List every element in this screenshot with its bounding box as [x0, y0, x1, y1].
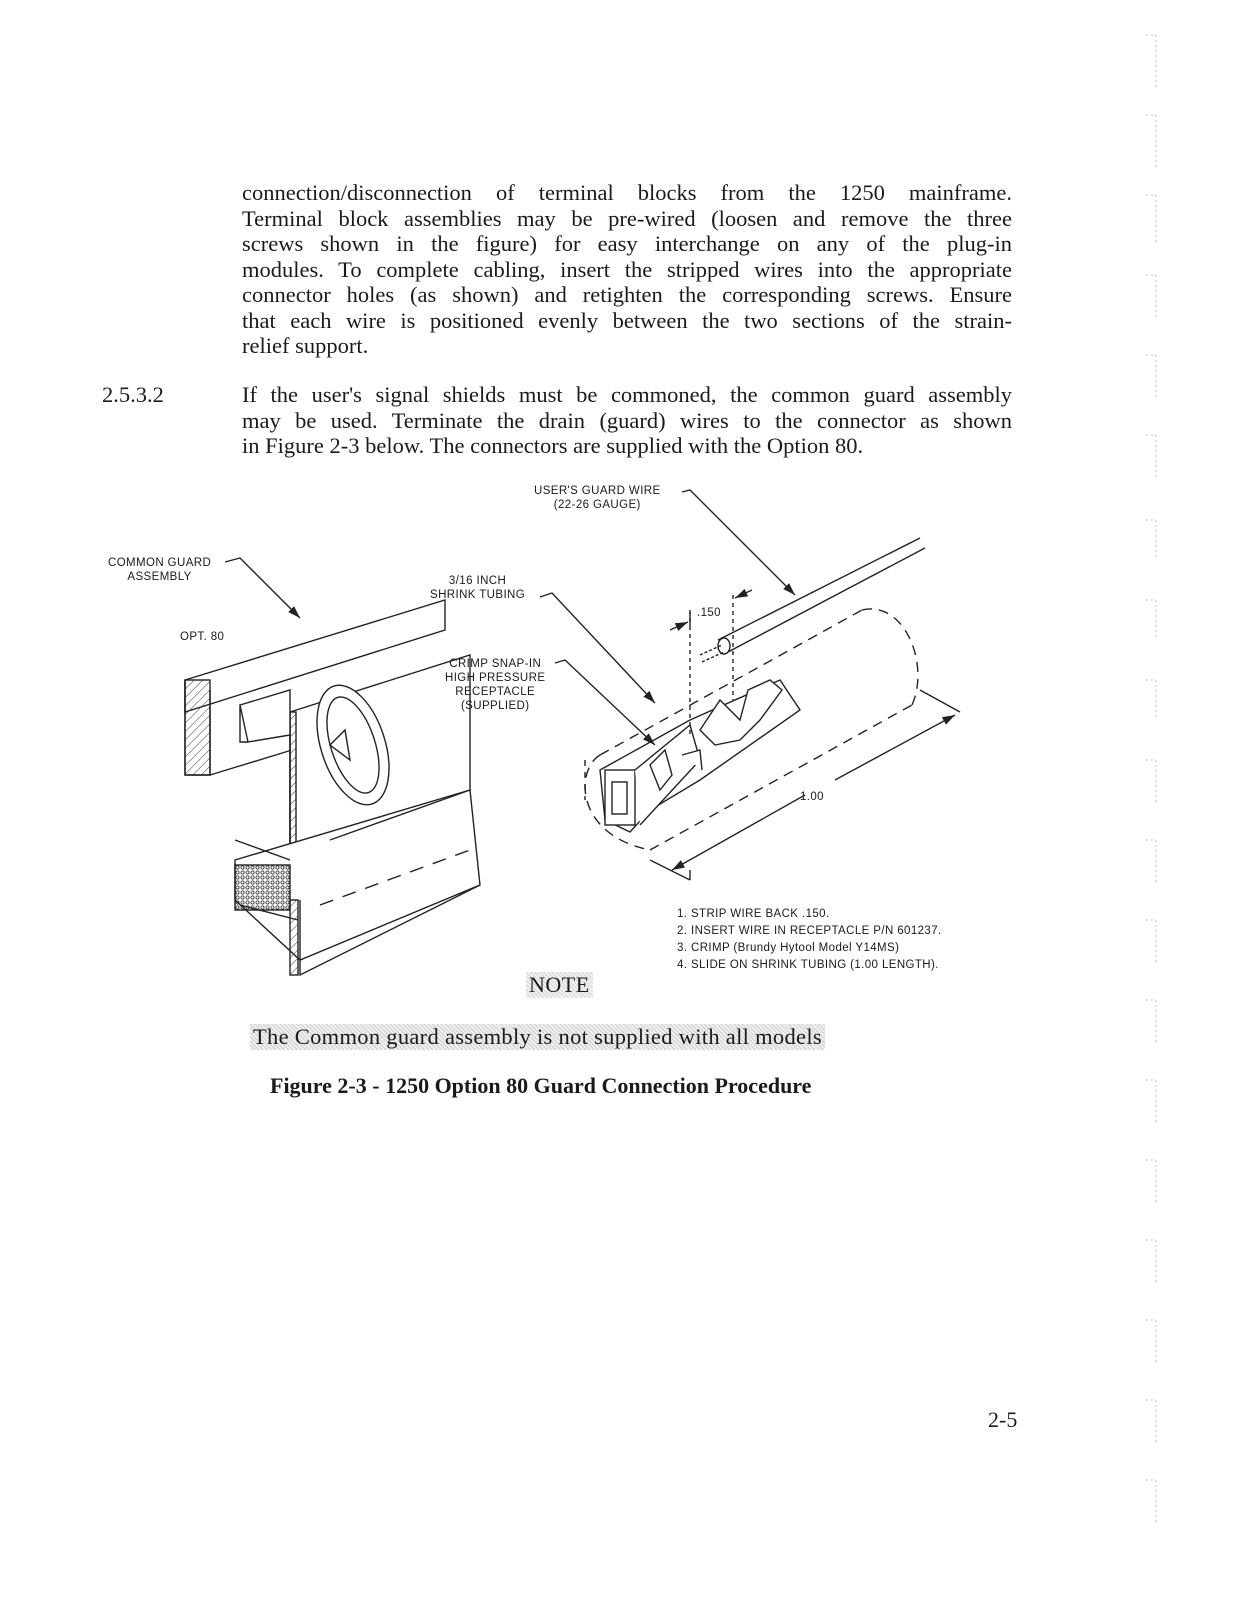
guard-wire [700, 538, 925, 662]
text-line: If the user's signal shields must be commoned, the common guard assembly [242, 382, 1012, 407]
label-line: ASSEMBLY [127, 571, 192, 583]
procedure-steps [677, 906, 942, 974]
scan-margin-marks [1138, 30, 1168, 1570]
label-line: SHRINK TUBING [430, 589, 526, 601]
opt80-label: OPT. 80 [180, 631, 225, 643]
common-guard-label [108, 556, 211, 584]
crimp-receptacle-label [445, 657, 545, 713]
step-item: 1. STRIP WIRE BACK .150. [677, 908, 830, 920]
section-number: 2.5.3.2 [102, 382, 164, 407]
label-line: CRIMP SNAP-IN [449, 658, 542, 670]
label-line: COMMON GUARD [108, 557, 212, 569]
text-line: screws shown in the figure) for easy interchange on any of the plug-in [242, 231, 1012, 256]
label-line: 3/16 INCH [448, 575, 507, 587]
text-line: modules. To complete cabling, insert the stripped wires into the appropriate [242, 256, 1012, 282]
shrink-tubing-label [430, 574, 525, 602]
text-line: that each wire is positioned evenly between the two sections of the strain- [242, 307, 1012, 333]
text-line: relief support. [242, 333, 369, 358]
dimension-100-label: 1.00 [800, 791, 824, 803]
common-guard-rail [185, 600, 480, 975]
step-item: 3. CRIMP (Brundy Hytool Model Y14MS) [677, 942, 900, 954]
label-line: (SUPPLIED) [460, 700, 530, 712]
users-guard-wire-label [534, 484, 661, 512]
crimp-receptacle [600, 680, 800, 832]
step-item: 4. SLIDE ON SHRINK TUBING (1.00 LENGTH). [677, 959, 939, 971]
text-line: in Figure 2-3 below. The connectors are supplied with the Option 80. [242, 433, 864, 458]
page-number: 2-5 [988, 1407, 1018, 1432]
text-line: Terminal block assemblies may be pre-wired (loosen and remove the three [242, 205, 1012, 231]
text-line: may be used. Terminate the drain (guard) wires to the connector as shown [242, 407, 1012, 433]
text-line: connector holes (as shown) and retighten the corresponding screws. Ensure [242, 282, 1012, 307]
note-text: The Common guard assembly is not supplied with all models [250, 1024, 825, 1050]
note-heading: NOTE [526, 972, 593, 998]
label-line: HIGH PRESSURE [445, 672, 546, 684]
step-item: 2. INSERT WIRE IN RECEPTACLE P/N 601237. [677, 925, 942, 937]
dimension-150-label: .150 [697, 607, 721, 619]
label-line: USER'S GUARD WIRE [534, 485, 661, 497]
figure-caption: Figure 2-3 - 1250 Option 80 Guard Connection Procedure [270, 1073, 812, 1098]
label-line: RECEPTACLE [455, 686, 536, 698]
label-line: (22-26 GAUGE) [553, 499, 641, 511]
text-line: connection/disconnection of terminal blocks from the 1250 mainframe. [242, 180, 1012, 205]
